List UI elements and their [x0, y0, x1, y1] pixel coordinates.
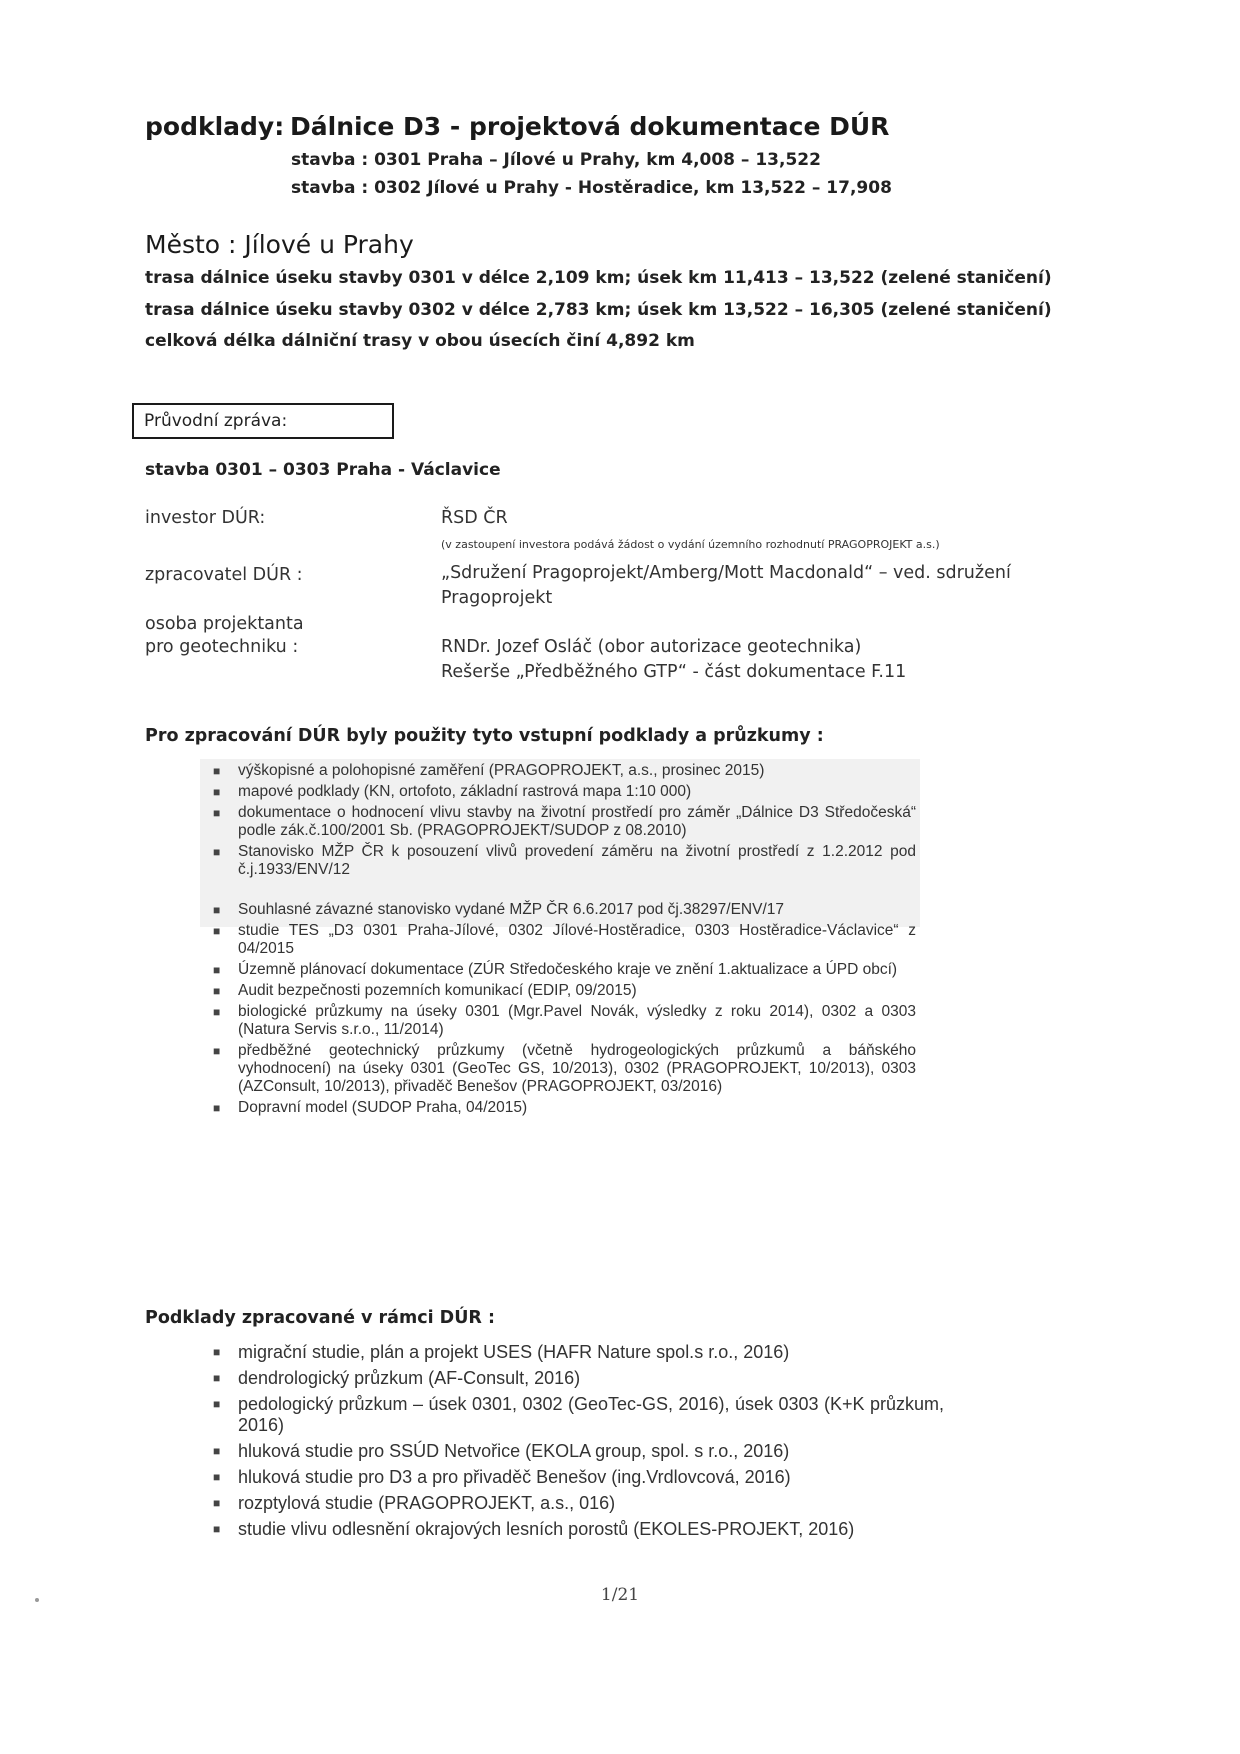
list-item: ■ hluková studie pro D3 a pro přivaděč Benešov (ing.Vrdlovcová, 2016)	[213, 1467, 791, 1487]
document-header	[145, 112, 1145, 141]
bullet-icon: ■	[213, 1371, 221, 1385]
bullet-icon: ■	[213, 845, 221, 859]
investor-value: ŘSD ČR	[441, 508, 508, 528]
list-item: ■ předběžné geotechnický průzkumy (včetně hydrogeologických průzkumů a báňského vyhodnocení) na úseky 0301 (GeoTec GS, 10/2013), 0302 (PRAGOPROJEKT, 10/2013), 0303 (AZConsult, 10/2013), přivaděč Benešov (PRAGOPROJEKT, 03/2016)	[213, 1042, 916, 1095]
bullet-icon: ■	[213, 1345, 221, 1359]
list-item: ■ Stanovisko MŽP ČR k posouzení vlivů provedení záměru na životní prostředí z 1.2.2012 pod č.j.1933/ENV/12	[213, 843, 916, 878]
person-label-line-2: pro geotechniku :	[145, 637, 299, 657]
list-item: ■ migrační studie, plán a projekt USES (HAFR Nature spol.s r.o., 2016)	[213, 1342, 790, 1362]
investor-label: investor DÚR:	[145, 508, 266, 528]
person-label-line-1: osoba projektanta	[145, 614, 304, 634]
list-item: ■ Audit bezpečnosti pozemních komunikací (EDIP, 09/2015)	[213, 982, 637, 999]
route-line-2: trasa dálnice úseku stavby 0302 v délce 2,783 km; úsek km 13,522 – 16,305 (zelené staničení)	[145, 300, 1052, 320]
list-item: ■ pedologický průzkum – úsek 0301, 0302 (GeoTec-GS, 2016), úsek 0303 (K+K průzkum, 2016)	[213, 1394, 944, 1435]
bullet-icon: ■	[213, 1496, 221, 1510]
bullet-icon: ■	[213, 984, 221, 998]
list-item: ■ dokumentace o hodnocení vlivu stavby na životní prostředí pro záměr „Dálnice D3 Středočeská“ podle zák.č.100/2001 Sb. (PRAGOPROJEKT/SUDOP z 08.2010)	[213, 804, 916, 839]
stavba-heading: stavba 0301 – 0303 Praha - Václavice	[145, 460, 501, 480]
list-item: ■ mapové podklady (KN, ortofoto, základní rastrová mapa 1:10 000)	[213, 783, 692, 800]
processor-value-line-2: Pragoprojekt	[441, 588, 553, 608]
processor-label: zpracovatel DÚR :	[145, 565, 303, 585]
input-materials-heading: Pro zpracování DÚR byly použity tyto vstupní podklady a průzkumy :	[145, 726, 824, 746]
city-heading: Město : Jílové u Prahy	[145, 230, 414, 259]
person-value-line-2: Rešerše „Předběžného GTP“ - část dokumentace F.11	[441, 662, 907, 682]
list-item: ■ Dopravní model (SUDOP Praha, 04/2015)	[213, 1099, 528, 1116]
bullet-icon: ■	[213, 806, 221, 820]
header-title: Dálnice D3 - projektová dokumentace DÚR	[290, 112, 890, 141]
list-item: ■ rozptylová studie (PRAGOPROJEKT, a.s., 016)	[213, 1493, 616, 1513]
list-item: ■ biologické průzkumy na úseky 0301 (Mgr.Pavel Novák, výsledky z roku 2014), 0302 a 0303 (Natura Servis s.r.o., 11/2014)	[213, 1003, 916, 1038]
bullet-icon: ■	[213, 1005, 221, 1019]
processor-value-line-1: „Sdružení Pragoprojekt/Amberg/Mott Macdonald“ – ved. sdružení	[441, 563, 1011, 583]
bullet-icon: ■	[213, 903, 221, 917]
route-line-1: trasa dálnice úseku stavby 0301 v délce 2,109 km; úsek km 11,413 – 13,522 (zelené staničení)	[145, 268, 1052, 288]
header-subtitle-1: stavba : 0301 Praha – Jílové u Prahy, km 4,008 – 13,522	[291, 150, 821, 170]
page-number: 1/21	[600, 1585, 640, 1605]
header-subtitle-2: stavba : 0302 Jílové u Prahy - Hostěradice, km 13,522 – 17,908	[291, 178, 892, 198]
bullet-icon: ■	[213, 1522, 221, 1536]
prepared-materials-heading: Podklady zpracované v rámci DÚR :	[145, 1308, 495, 1328]
list-item: ■ hluková studie pro SSÚD Netvořice (EKOLA group, spol. s r.o., 2016)	[213, 1441, 790, 1461]
header-label: podklady:	[145, 112, 285, 141]
route-total-length: celková délka dálniční trasy v obou úsecích činí 4,892 km	[145, 331, 695, 351]
report-box-label: Průvodní zpráva:	[144, 411, 288, 431]
investor-note: (v zastoupení investora podává žádost o vydání územního rozhodnutí PRAGOPROJEKT a.s.)	[441, 538, 940, 551]
bullet-icon: ■	[213, 1397, 221, 1411]
bullet-icon: ■	[213, 764, 221, 778]
bullet-icon: ■	[213, 1444, 221, 1458]
list-item: ■ Územně plánovací dokumentace (ZÚR Středočeského kraje ve znění 1.aktualizace a ÚPD obcí)	[213, 961, 898, 978]
list-item: ■ studie TES „D3 0301 Praha-Jílové, 0302 Jílové-Hostěradice, 0303 Hostěradice-Václavice“ z 04/2015	[213, 922, 916, 957]
list-item: ■ výškopisné a polohopisné zaměření (PRAGOPROJEKT, a.s., prosinec 2015)	[213, 762, 765, 779]
bullet-icon: ■	[213, 963, 221, 977]
report-box	[132, 403, 394, 439]
input-materials-list	[208, 762, 916, 1120]
bullet-icon: ■	[213, 1101, 221, 1115]
bullet-icon: ■	[213, 785, 221, 799]
person-value-line-1: RNDr. Jozef Osláč (obor autorizace geotechnika)	[441, 637, 862, 657]
bullet-icon: ■	[213, 924, 221, 938]
list-item: ■ Souhlasné závazné stanovisko vydané MŽP ČR 6.6.2017 pod čj.38297/ENV/17	[213, 901, 784, 918]
list-item: ■ dendrologický průzkum (AF-Consult, 2016)	[213, 1368, 581, 1388]
list-item: ■ studie vlivu odlesnění okrajových lesních porostů (EKOLES-PROJEKT, 2016)	[213, 1519, 855, 1539]
bullet-icon: ■	[213, 1470, 221, 1484]
prepared-materials-list	[208, 1342, 944, 1545]
scan-speck	[35, 1598, 39, 1602]
bullet-icon: ■	[213, 1044, 221, 1058]
